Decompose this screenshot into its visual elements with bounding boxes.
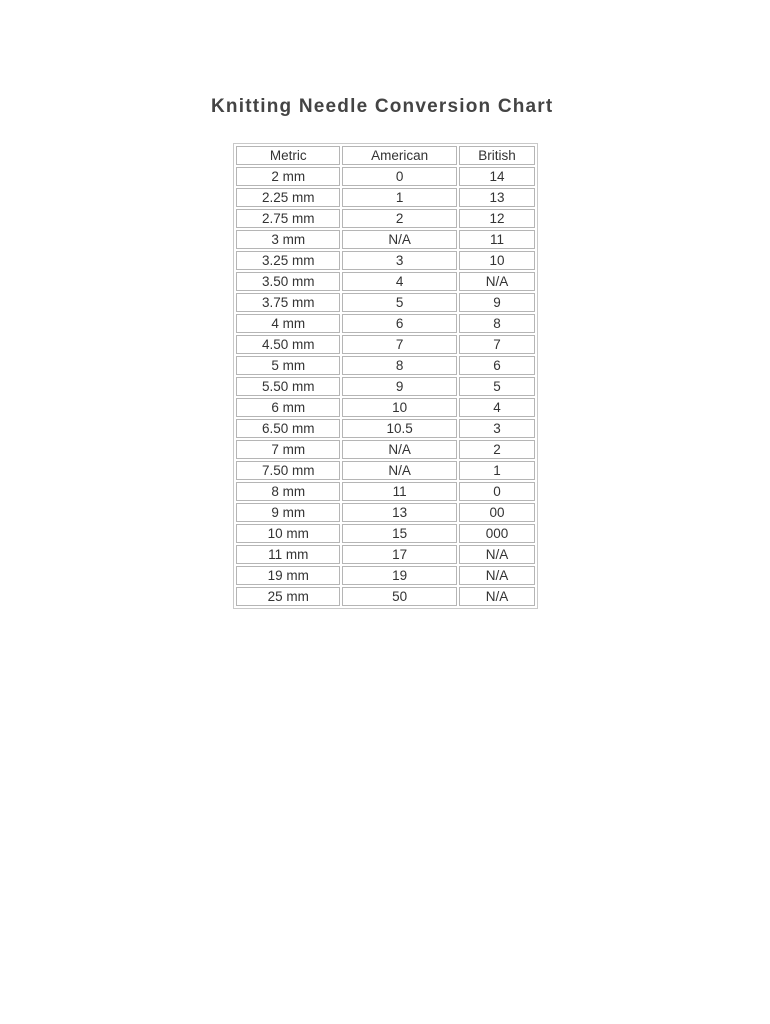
cell-american: 4 [342,272,457,291]
cell-british: 9 [459,293,535,312]
cell-metric: 3.25 mm [236,251,340,270]
cell-metric: 19 mm [236,566,340,585]
cell-metric: 4 mm [236,314,340,333]
header-american: American [342,146,457,165]
cell-metric: 6 mm [236,398,340,417]
table-row [236,356,535,375]
table-row [236,167,535,186]
table-row [236,230,535,249]
cell-american: 3 [342,251,457,270]
cell-american: 13 [342,503,457,522]
cell-american: 0 [342,167,457,186]
cell-metric: 4.50 mm [236,335,340,354]
cell-british: 6 [459,356,535,375]
cell-british: 8 [459,314,535,333]
cell-british: N/A [459,587,535,606]
cell-american: 7 [342,335,457,354]
cell-american: 1 [342,188,457,207]
table-row [236,503,535,522]
cell-british: 3 [459,419,535,438]
table-row [236,461,535,480]
cell-metric: 2 mm [236,167,340,186]
table-row [236,482,535,501]
table-header-row [236,146,535,165]
cell-metric: 2.25 mm [236,188,340,207]
cell-american: N/A [342,230,457,249]
cell-british: N/A [459,272,535,291]
cell-british: 12 [459,209,535,228]
cell-british: 11 [459,230,535,249]
cell-british: 14 [459,167,535,186]
cell-american: 5 [342,293,457,312]
table-row [236,566,535,585]
header-british: British [459,146,535,165]
cell-british: 2 [459,440,535,459]
cell-british: N/A [459,566,535,585]
cell-american: N/A [342,461,457,480]
cell-american: N/A [342,440,457,459]
cell-metric: 2.75 mm [236,209,340,228]
table-row [236,251,535,270]
cell-american: 8 [342,356,457,375]
table-row [236,419,535,438]
cell-american: 11 [342,482,457,501]
cell-american: 10 [342,398,457,417]
cell-metric: 5.50 mm [236,377,340,396]
conversion-table [233,143,538,609]
table-row [236,545,535,564]
cell-metric: 3.50 mm [236,272,340,291]
page-title: Knitting Needle Conversion Chart [211,96,554,117]
cell-british: 00 [459,503,535,522]
cell-british: N/A [459,545,535,564]
table-row [236,524,535,543]
cell-american: 9 [342,377,457,396]
cell-metric: 25 mm [236,587,340,606]
cell-british: 7 [459,335,535,354]
cell-metric: 9 mm [236,503,340,522]
cell-american: 2 [342,209,457,228]
cell-metric: 5 mm [236,356,340,375]
cell-metric: 3.75 mm [236,293,340,312]
cell-metric: 3 mm [236,230,340,249]
table-row [236,293,535,312]
cell-british: 10 [459,251,535,270]
table-row [236,377,535,396]
cell-metric: 11 mm [236,545,340,564]
cell-metric: 7 mm [236,440,340,459]
table-row [236,209,535,228]
table-body [236,167,535,606]
cell-metric: 7.50 mm [236,461,340,480]
cell-british: 5 [459,377,535,396]
cell-metric: 10 mm [236,524,340,543]
cell-american: 10.5 [342,419,457,438]
cell-british: 13 [459,188,535,207]
table-row [236,398,535,417]
table-row [236,335,535,354]
cell-american: 17 [342,545,457,564]
table-row [236,272,535,291]
header-metric: Metric [236,146,340,165]
cell-american: 19 [342,566,457,585]
cell-american: 15 [342,524,457,543]
cell-american: 50 [342,587,457,606]
table-row [236,188,535,207]
table-row [236,440,535,459]
cell-british: 0 [459,482,535,501]
cell-british: 000 [459,524,535,543]
cell-british: 1 [459,461,535,480]
cell-metric: 6.50 mm [236,419,340,438]
table-row [236,314,535,333]
table-row [236,587,535,606]
cell-metric: 8 mm [236,482,340,501]
cell-british: 4 [459,398,535,417]
cell-american: 6 [342,314,457,333]
